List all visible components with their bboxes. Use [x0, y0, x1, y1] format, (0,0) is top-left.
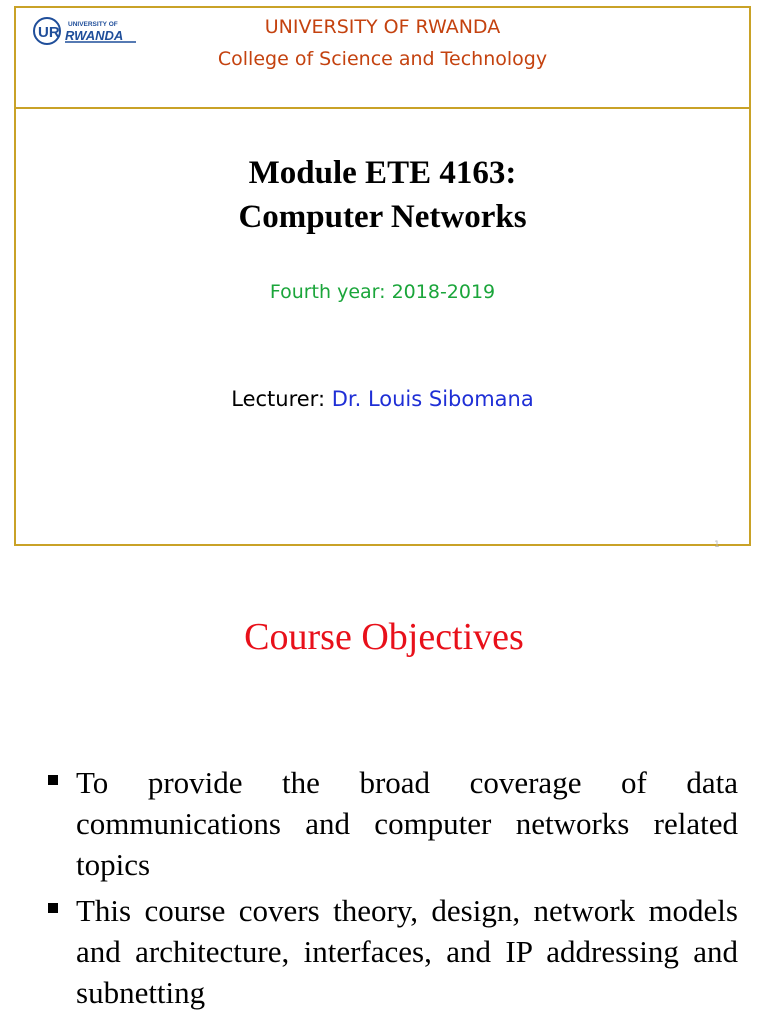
- svg-text:UR: UR: [38, 24, 60, 41]
- objectives-list: [48, 762, 738, 1018]
- logo-bottom-text: RWANDA: [65, 28, 124, 43]
- bullet-text: This course covers theory, design, network models and architecture, interfaces, and IP addressing and subnetting: [76, 893, 738, 1010]
- university-name: UNIVERSITY OF RWANDA: [264, 16, 501, 38]
- module-name: Computer Networks: [238, 199, 527, 235]
- lecturer-label: Lecturer:: [231, 387, 326, 411]
- college-name: College of Science and Technology: [217, 48, 548, 70]
- slide-number: 1: [714, 540, 720, 550]
- objectives-title: Course Objectives: [244, 616, 524, 658]
- title-slide: [14, 6, 751, 546]
- module-code: Module ETE 4163:: [248, 155, 517, 191]
- list-item: [48, 762, 738, 885]
- header-band: [16, 8, 749, 109]
- bullet-text: To provide the broad coverage of data communications and computer networks related topics: [76, 765, 738, 882]
- square-bullet-icon: [48, 775, 58, 785]
- lecturer-line: [16, 386, 749, 412]
- lecturer-name: Dr. Louis Sibomana: [331, 387, 534, 411]
- list-item: [48, 890, 738, 1013]
- square-bullet-icon: [48, 903, 58, 913]
- logo-top-text: UNIVERSITY OF: [68, 21, 118, 28]
- academic-year: Fourth year: 2018-2019: [269, 281, 496, 303]
- module-title: [16, 151, 749, 239]
